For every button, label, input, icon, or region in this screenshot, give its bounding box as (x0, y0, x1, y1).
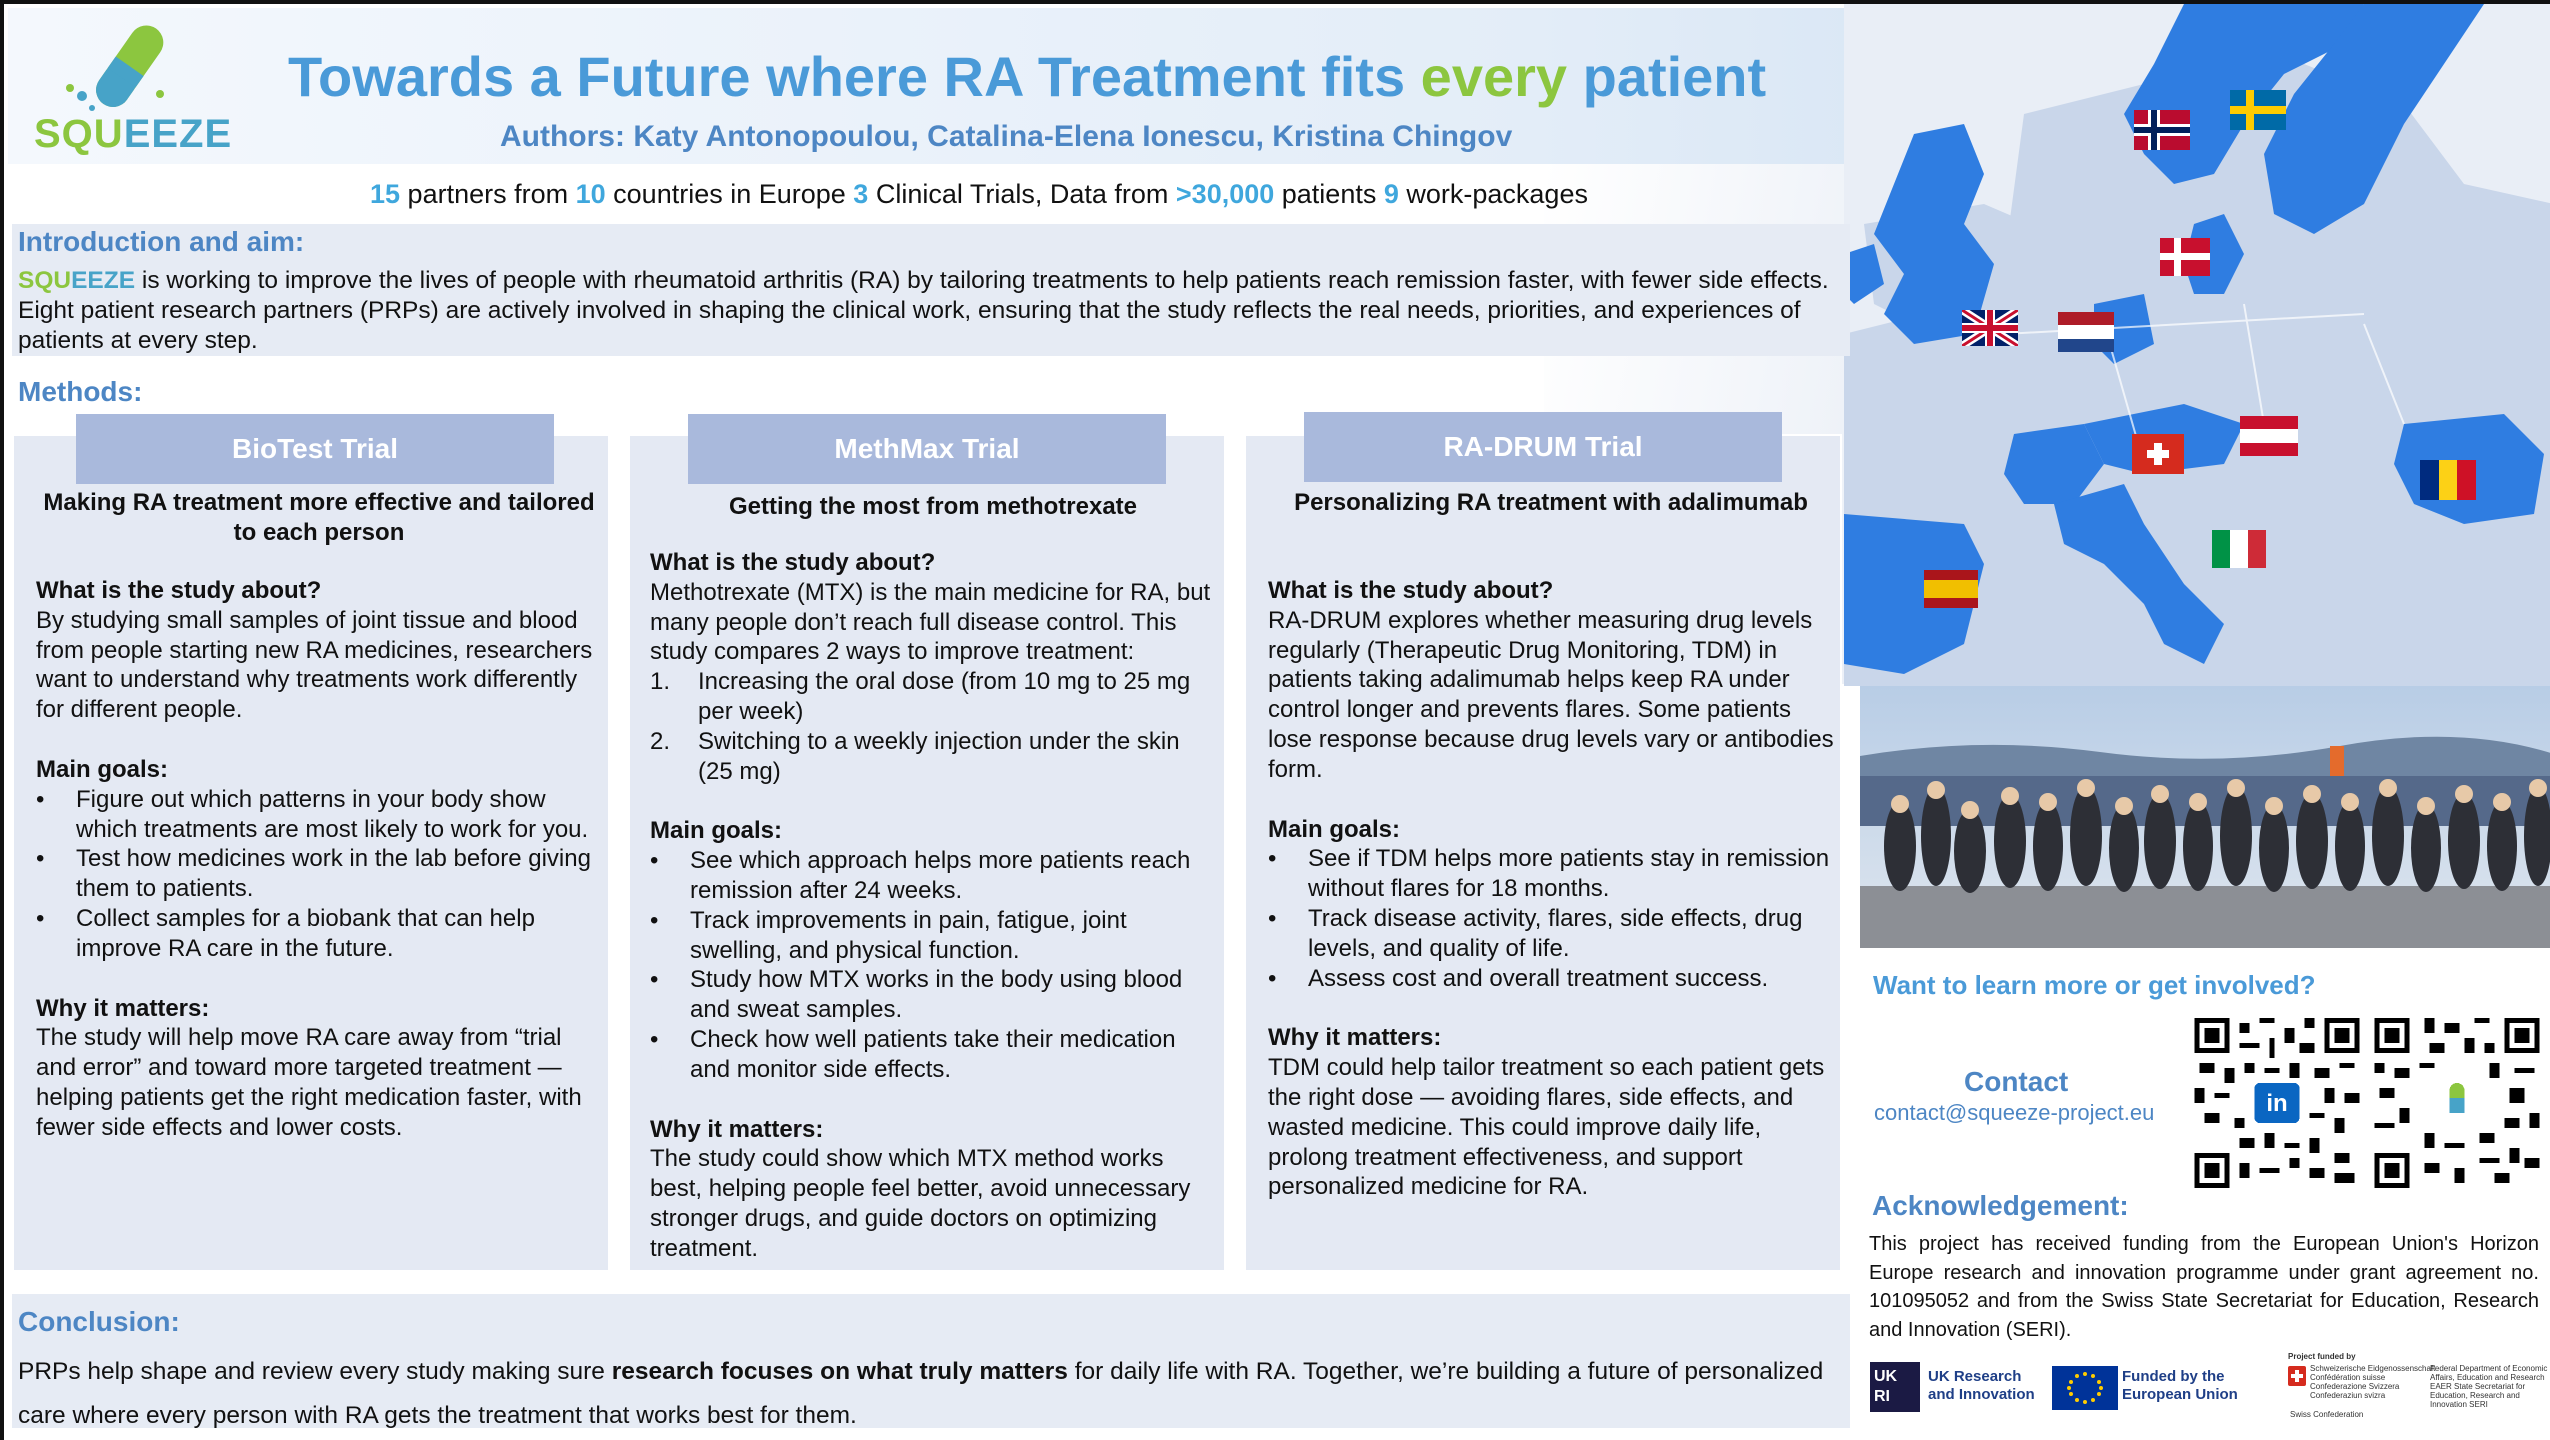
sweden-flag-icon (2230, 90, 2286, 130)
qr-code-icon[interactable] (2194, 1018, 2360, 1188)
swiss-head: Project funded by (2288, 1352, 2356, 1361)
list-item: • Study how MTX works in the body using blood and sweat samples. (650, 966, 1183, 1024)
methmax-why-text: The study could show which MTX method works best, helping people feel better, avoid unnecessary stronger drugs, and guide doctors on optimizing treatment. (650, 1145, 1191, 1262)
poster-title: Towards a Future where RA Treatment fits every patient (288, 45, 1767, 108)
radrum-body (1268, 576, 1834, 1202)
italy-flag-icon (2212, 530, 2266, 568)
methmax-label: MethMax Trial (688, 414, 1166, 484)
intro-heading: Introduction and aim: (18, 226, 305, 257)
methmax-about-heading: What is the study about? (650, 549, 936, 576)
biotest-about-text: By studying small samples of joint tissue and blood from people starting new RA medicines, researchers want to understand why treatments work differently for different people. (36, 606, 593, 724)
netherlands-flag-icon (2058, 312, 2114, 352)
swiss-names: Schweizerische Eidgenossenschaft Confédération suisse Confederazione Svizzera Confederaziun svizra (2310, 1364, 2436, 1400)
radrum-goals-heading: Main goals: (1268, 815, 1401, 843)
biotest-subtitle: Making RA treatment more effective and tailored to each person (43, 489, 595, 546)
funders-strip (1870, 1352, 2550, 1432)
methmax-goals-heading: Main goals: (650, 817, 783, 845)
methods-heading: Methods: (18, 376, 143, 407)
linkedin-icon: in (2266, 1090, 2288, 1117)
norway-flag-icon (2134, 110, 2190, 150)
radrum-label: RA-DRUM Trial (1304, 412, 1782, 482)
stats-line: 15 partners from 10 countries in Europe 3 Clinical Trials, Data from >30,000 patients 9 work-packages (370, 179, 1588, 209)
list-item: • Test how medicines work in the lab before giving them to patients. (36, 845, 591, 903)
eu-text: Funded by the European Union (2122, 1368, 2238, 1403)
list-item: • Figure out which patterns in your body show which treatments are most likely to work for you. (36, 785, 589, 843)
qr-code-icon[interactable] (2374, 1018, 2540, 1188)
list-item: • Check how well patients take their medication and monitor side effects. (650, 1025, 1176, 1083)
austria-flag-icon (2240, 416, 2298, 456)
biotest-label: BioTest Trial (76, 414, 554, 484)
romania-flag-icon (2420, 460, 2476, 500)
ukri-logo-icon: UK RI (1870, 1362, 1920, 1412)
swiss-cross-icon (2288, 1366, 2306, 1386)
methmax-subtitle: Getting the most from methotrexate (728, 493, 1138, 520)
logo-wordmark: SQUEEZE (34, 112, 233, 156)
learn-more-text: Want to learn more or get involved? (1873, 970, 2316, 1000)
group-photo (1860, 686, 2550, 948)
radrum-about-text: RA-DRUM explores whether measuring drug levels regularly (Therapeutic Drug Monitoring, TDM) in patients taking adalimumab helps keep RA under control longer and prevents flares. Some patients lose response because drug levels vary or antibodies form. (1268, 606, 1834, 783)
radrum-why-text: TDM could help tailor treatment so each patient gets the right dose — avoiding flares, side effects, and wasted medicine. This could improve daily life, prolong treatment effectiveness, and support personalized medicine for RA. (1268, 1054, 1825, 1201)
list-item: 1. Increasing the oral dose (from 10 mg to 25 mg per week) (650, 668, 1191, 725)
swiss-dept: Federal Department of Economic Affairs, Education and Research EAER State Secretariat for Education, Research and Innovation SERI (2430, 1364, 2548, 1409)
list-item: • Collect samples for a biobank that can help improve RA care in the future. (36, 904, 535, 962)
biotest-about-heading: What is the study about? (36, 577, 322, 604)
biotest-goals-heading: Main goals: (36, 755, 169, 783)
ack-heading: Acknowledgement: (1872, 1190, 2129, 1221)
switzerland-flag-icon (2132, 434, 2184, 474)
contact-email-link[interactable]: contact@squeeze-project.eu (1874, 1100, 2155, 1125)
swiss-conf: Swiss Confederation (2290, 1410, 2364, 1419)
ack-text: This project has received funding from the European Union's Horizon Europe research and innovation programme under grant agreement no. 101095052 and from the Swiss State Secretariat for Education, Research and Innovation (SERI). (1869, 1233, 2539, 1341)
radrum-about-heading: What is the study about? (1268, 577, 1554, 604)
spain-flag-icon (1924, 570, 1978, 608)
list-item: • See if TDM helps more patients stay in remission without flares for 18 months. (1268, 845, 1830, 903)
radrum-subtitle: Personalizing RA treatment with adalimumab (1294, 489, 1808, 516)
biotest-why-heading: Why it matters: (36, 994, 210, 1022)
methmax-about-text: Methotrexate (MTX) is the main medicine for RA, but many people don’t reach full disease control. This study compares 2 ways to improve treatment: (650, 578, 1211, 666)
conclusion-text: PRPs help shape and review every study making sure research focuses on what truly matters for daily life with RA. Together, we’re building a future of personalized care where every person with RA gets the treatment that works best for them. (18, 1358, 1824, 1429)
uk-flag-icon (1962, 310, 2018, 346)
ukri-text: UK Research and Innovation (1928, 1368, 2035, 1403)
list-item: • See which approach helps more patients reach remission after 24 weeks. (650, 847, 1191, 904)
list-item: 2. Switching to a weekly injection under the skin (25 mg) (650, 727, 1180, 785)
contact-heading: Contact (1964, 1066, 2069, 1097)
list-item: • Track improvements in pain, fatigue, joint swelling, and physical function. (650, 906, 1127, 964)
list-item: • Assess cost and overall treatment success. (1268, 964, 1769, 992)
radrum-why-heading: Why it matters: (1268, 1024, 1442, 1052)
intro-text: SQUEEZE is working to improve the lives of people with rheumatoid arthritis (RA) by tailoring treatments to help patients reach remission faster, with fewer side effects. Eight patient research partners (PRPs) are actively involved in shaping the clinical work, ensuring that the study reflects the real needs, priorities, and experiences of patients at every step. (18, 267, 1829, 354)
biotest-why-text: The study will help move RA care away from “trial and error” and toward more targeted treatment — helping patients get the right medication faster, with fewer side effects and lower costs. (36, 1024, 582, 1141)
list-item: • Track disease activity, flares, side effects, drug levels, and quality of life. (1268, 904, 1803, 962)
methmax-body (650, 548, 1218, 1264)
biotest-body (36, 576, 606, 1143)
eu-flag-icon (2052, 1366, 2118, 1410)
conclusion-heading: Conclusion: (18, 1306, 180, 1337)
authors-line: Authors: Katy Antonopoulou, Catalina-Elena Ionescu, Kristina Chingov (500, 120, 1513, 153)
denmark-flag-icon (2160, 238, 2210, 276)
methmax-why-heading: Why it matters: (650, 1115, 824, 1143)
